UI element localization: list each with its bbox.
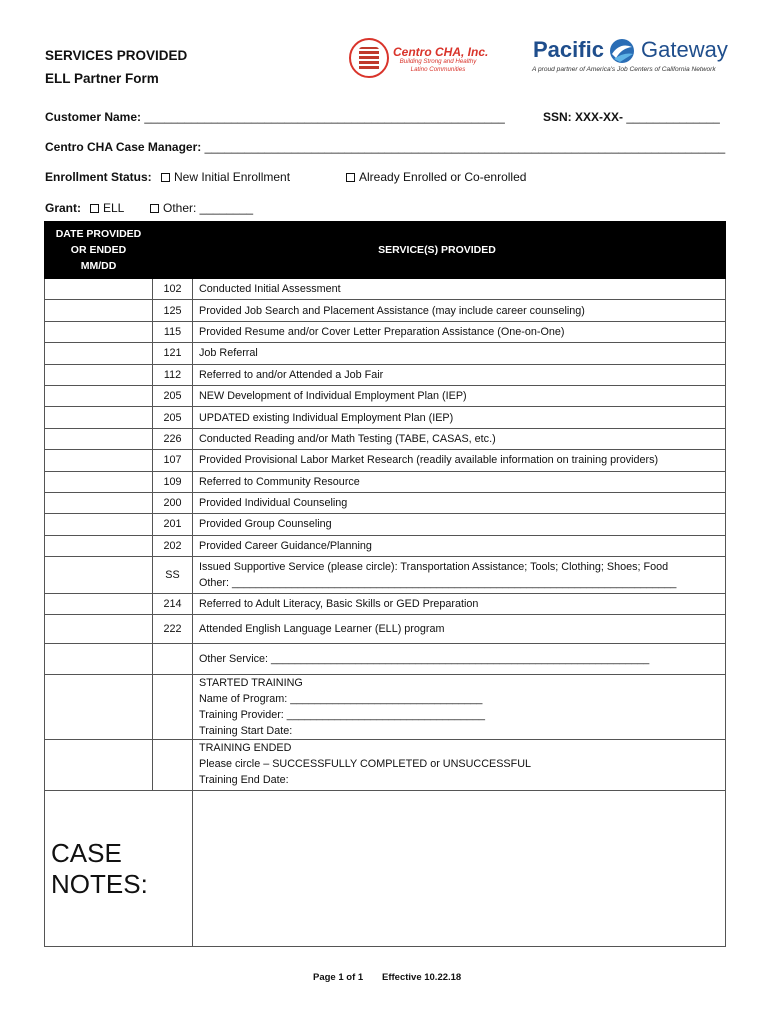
date-cell[interactable] <box>45 364 153 385</box>
service-code: 214 <box>153 594 193 615</box>
date-cell[interactable] <box>45 407 153 428</box>
started-training-block[interactable]: STARTED TRAINING Name of Program: ________________________________ Training Provider: _________________________________ Training Start Date: <box>193 675 726 740</box>
table-row <box>45 471 726 492</box>
table-row-started-training <box>45 675 726 740</box>
enrollment-status-label: Enrollment Status: <box>45 170 152 184</box>
service-code: SS <box>153 557 193 594</box>
service-description: Referred to and/or Attended a Job Fair <box>193 364 726 385</box>
service-code: 112 <box>153 364 193 385</box>
date-cell[interactable] <box>45 615 153 644</box>
customer-name-line[interactable]: ______________________________________________________ <box>144 110 505 124</box>
service-description: Conducted Reading and/or Math Testing (TABE, CASAS, etc.) <box>193 428 726 449</box>
enroll-already-checkbox[interactable] <box>346 173 355 182</box>
service-description: Provided Individual Counseling <box>193 492 726 513</box>
date-cell[interactable] <box>45 471 153 492</box>
service-code <box>153 675 193 740</box>
service-description: Conducted Initial Assessment <box>193 279 726 300</box>
date-cell[interactable] <box>45 450 153 471</box>
table-row-training-ended <box>45 740 726 791</box>
ssn-label: SSN: XXX-XX- <box>543 110 624 124</box>
service-description: Job Referral <box>193 343 726 364</box>
enroll-already-option[interactable] <box>346 170 526 184</box>
date-cell[interactable] <box>45 557 153 594</box>
customer-name-label: Customer Name: <box>45 110 142 124</box>
service-description: Provided Career Guidance/Planning <box>193 535 726 556</box>
effective-date: Effective 10.22.18 <box>382 972 462 983</box>
date-cell[interactable] <box>45 514 153 535</box>
table-row <box>45 407 726 428</box>
service-description: Provided Job Search and Placement Assistance (may include career counseling) <box>193 300 726 321</box>
pacific-gateway-logo-name-b: Gateway <box>641 37 728 62</box>
service-description: Provided Provisional Labor Market Research (readily available information on training providers) <box>193 450 726 471</box>
case-manager-field[interactable] <box>45 140 725 154</box>
table-header-row <box>45 222 726 279</box>
service-description: Referred to Community Resource <box>193 471 726 492</box>
service-code: 205 <box>153 385 193 406</box>
service-code: 107 <box>153 450 193 471</box>
pacific-gateway-swirl-icon <box>608 38 636 64</box>
grant-ell-label: ELL <box>103 201 125 215</box>
table-row <box>45 492 726 513</box>
services-table <box>44 221 726 947</box>
service-code: 222 <box>153 615 193 644</box>
pacific-gateway-logo-name-a: Pacific <box>533 37 604 62</box>
table-row <box>45 364 726 385</box>
table-row <box>45 514 726 535</box>
grant-ell-option[interactable] <box>90 201 124 215</box>
pacific-gateway-logo-tagline: A proud partner of America's Job Centers of California Network <box>532 66 716 73</box>
date-cell[interactable] <box>45 535 153 556</box>
date-cell[interactable] <box>45 279 153 300</box>
date-cell[interactable] <box>45 594 153 615</box>
service-description: Provided Group Counseling <box>193 514 726 535</box>
case-notes-row <box>45 791 726 947</box>
service-code: 109 <box>153 471 193 492</box>
enroll-already-label: Already Enrolled or Co-enrolled <box>359 170 527 184</box>
table-row-ss <box>45 557 726 594</box>
centro-cha-seal-logo <box>349 38 389 78</box>
ssn-line[interactable]: ______________ <box>626 110 720 124</box>
date-cell[interactable] <box>45 321 153 342</box>
date-cell[interactable] <box>45 428 153 449</box>
service-description: UPDATED existing Individual Employment Plan (IEP) <box>193 407 726 428</box>
service-description: Attended English Language Learner (ELL) program <box>193 615 726 644</box>
ssn-field[interactable] <box>543 110 720 124</box>
table-row <box>45 428 726 449</box>
service-code: 200 <box>153 492 193 513</box>
service-rows <box>45 279 726 557</box>
centro-cha-logo-tagline: Building Strong and Healthy Latino Communities <box>399 58 477 73</box>
date-cell[interactable] <box>45 343 153 364</box>
grant-other-label: Other: ________ <box>163 201 254 215</box>
service-code: 115 <box>153 321 193 342</box>
enroll-new-option[interactable] <box>161 170 290 184</box>
grant-other-option[interactable] <box>150 201 253 215</box>
date-cell[interactable] <box>45 385 153 406</box>
date-cell[interactable] <box>45 300 153 321</box>
enroll-new-label: New Initial Enrollment <box>174 170 291 184</box>
case-notes-area[interactable] <box>193 791 726 947</box>
other-service-line[interactable]: Other Service: _______________________________________________________________ <box>193 644 726 675</box>
date-cell[interactable] <box>45 675 153 740</box>
service-code: 102 <box>153 279 193 300</box>
form-subtitle: ELL Partner Form <box>45 71 159 86</box>
training-ended-block[interactable]: TRAINING ENDED Please circle – SUCCESSFULLY COMPLETED or UNSUCCESSFUL Training End Date: <box>193 740 726 791</box>
service-code: 121 <box>153 343 193 364</box>
form-title: SERVICES PROVIDED <box>45 48 188 63</box>
centro-cha-logo-name: Centro CHA, Inc. <box>393 45 489 59</box>
service-description: Referred to Adult Literacy, Basic Skills or GED Preparation <box>193 594 726 615</box>
table-row <box>45 385 726 406</box>
service-code <box>153 644 193 675</box>
grant-ell-checkbox[interactable] <box>90 204 99 213</box>
date-cell[interactable] <box>45 740 153 791</box>
customer-name-field[interactable] <box>45 110 505 124</box>
date-cell[interactable] <box>45 492 153 513</box>
table-row-214 <box>45 594 726 615</box>
table-row <box>45 300 726 321</box>
date-column-header: DATE PROVIDED OR ENDED MM/DD <box>45 222 153 279</box>
grant-label: Grant: <box>45 201 81 215</box>
table-row <box>45 450 726 471</box>
table-row <box>45 535 726 556</box>
service-code: 125 <box>153 300 193 321</box>
code-column-header <box>153 222 193 279</box>
case-manager-label: Centro CHA Case Manager: <box>45 140 202 154</box>
table-row <box>45 343 726 364</box>
table-row-other-service <box>45 644 726 675</box>
table-row <box>45 321 726 342</box>
case-manager-line[interactable]: ______________________________________________________________________________ <box>204 140 726 154</box>
service-description[interactable]: Issued Supportive Service (please circle): Transportation Assistance; Tools; Clothing; Shoes; Food Other: __________________________________________________________________________ <box>193 557 726 594</box>
service-description: Provided Resume and/or Cover Letter Preparation Assistance (One-on-One) <box>193 321 726 342</box>
service-code <box>153 740 193 791</box>
enroll-new-checkbox[interactable] <box>161 173 170 182</box>
service-code: 205 <box>153 407 193 428</box>
services-column-header: SERVICE(S) PROVIDED <box>193 222 726 279</box>
date-cell[interactable] <box>45 644 153 675</box>
page-number: Page 1 of 1 <box>313 972 364 983</box>
service-code: 202 <box>153 535 193 556</box>
table-row-222 <box>45 615 726 644</box>
table-row <box>45 279 726 300</box>
service-code: 201 <box>153 514 193 535</box>
case-notes-label: CASE NOTES: <box>45 791 193 947</box>
service-description: NEW Development of Individual Employment Plan (IEP) <box>193 385 726 406</box>
service-code: 226 <box>153 428 193 449</box>
grant-other-checkbox[interactable] <box>150 204 159 213</box>
